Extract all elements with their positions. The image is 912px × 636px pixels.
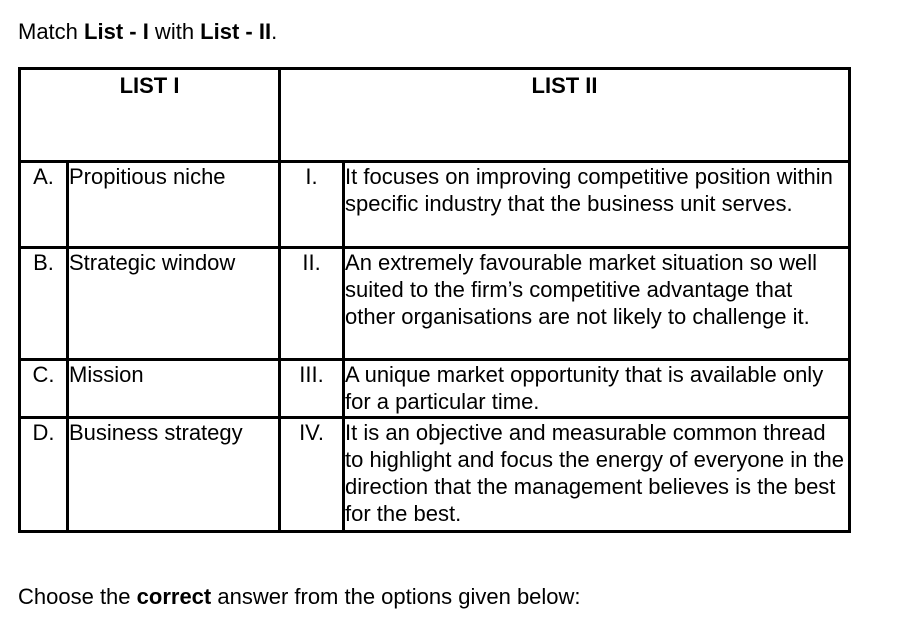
header-list1: LIST I — [20, 69, 280, 162]
list2-description: A unique market opportunity that is available only for a particular time. — [344, 360, 850, 418]
footer-prefix: Choose the — [18, 584, 137, 609]
table-row — [20, 418, 850, 532]
list1-item: Propitious niche — [68, 162, 280, 248]
instruction-suffix: . — [271, 19, 278, 44]
answer-prompt — [18, 583, 581, 611]
row-roman-numeral: II. — [280, 248, 344, 360]
list2-description: It focuses on improving competitive position within specific industry that the business unit serves. — [344, 162, 850, 248]
header-list2: LIST II — [280, 69, 850, 162]
list1-item: Strategic window — [68, 248, 280, 360]
list1-item: Business strategy — [68, 418, 280, 532]
table-row — [20, 248, 850, 360]
row-letter: C. — [20, 360, 68, 418]
footer-emphasis: correct — [136, 584, 212, 609]
list1-item: Mission — [68, 360, 280, 418]
match-table — [18, 67, 851, 533]
row-letter: A. — [20, 162, 68, 248]
row-roman-numeral: I. — [280, 162, 344, 248]
table-header-row — [20, 69, 850, 162]
row-letter: D. — [20, 418, 68, 532]
instruction-list2: List - II — [200, 19, 272, 44]
row-letter: B. — [20, 248, 68, 360]
footer-suffix: answer from the options given below: — [211, 584, 581, 609]
row-roman-numeral: III. — [280, 360, 344, 418]
row-roman-numeral: IV. — [280, 418, 344, 532]
instruction-middle: with — [148, 19, 201, 44]
list2-description: An extremely favourable market situation so well suited to the firm’s competitive advantage that other organisations are not likely to challenge it. — [344, 248, 850, 360]
table-row — [20, 162, 850, 248]
instruction-list1: List - I — [84, 19, 149, 44]
question-instruction — [18, 18, 277, 46]
instruction-prefix: Match — [18, 19, 85, 44]
list2-description: It is an objective and measurable common thread to highlight and focus the energy of everyone in the direction that the management believes is the best for the best. — [344, 418, 850, 532]
table-row — [20, 360, 850, 418]
